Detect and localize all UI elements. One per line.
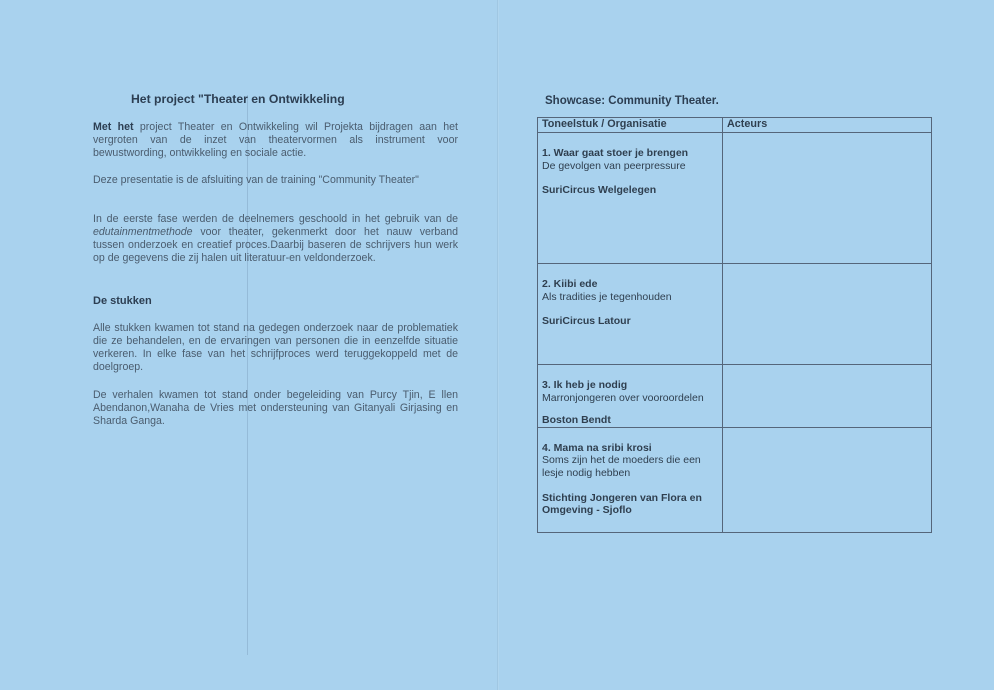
play-title: 4. Mama na sribi krosi	[542, 441, 652, 454]
first-phase-text-b: voor theater, gekenmerkt door het nauw verband tussen onderzoek en creatief proces.Daarbij baseren de schrijvers hun werk op de gegevens die zij halen uit literatuur-en veldonderzoek.	[93, 226, 458, 264]
play-organisation: SuriCircus Welgelegen	[542, 184, 657, 197]
table-row	[538, 133, 932, 264]
guidance-paragraph: De verhalen kwamen tot stand onder begeleiding van Purcy Tjin, E llen Abendanon,Wanaha de Vries met ondersteuning van Gitanyali Girjasing en Sharda Ganga.	[93, 389, 458, 427]
right-page-title: Showcase: Community Theater.	[545, 95, 719, 107]
table-row	[538, 427, 932, 532]
play-title: 2. Kiibi ede	[542, 278, 598, 290]
page-fold	[497, 0, 499, 690]
presentation-paragraph: Deze presentatie is de afsluiting van de training "Community Theater"	[93, 174, 419, 186]
intro-text: project Theater en Ontwikkeling wil Projekta bijdragen aan het vergroten van de inzet van theatervormen als instrument voor bewustwording, ontwikkeling en sociale actie.	[93, 121, 458, 159]
intro-paragraph	[93, 121, 458, 160]
cast-cell	[723, 264, 932, 365]
play-subtitle: De gevolgen van peerpressure	[542, 159, 686, 172]
left-page-title: Het project "Theater en Ontwikkeling	[131, 92, 345, 106]
showcase-table	[537, 117, 932, 533]
method-name: edutainmentmethode	[93, 226, 193, 238]
first-phase-text-a: In de eerste fase werden de deelnemers geschoold in het gebruik van de	[93, 213, 458, 225]
cast-cell	[723, 133, 932, 264]
pieces-paragraph: Alle stukken kwamen tot stand na gedegen onderzoek naar de problematiek die ze behandelen, en de ervaringen van personen die in eenzelfde situatie verkeren. In elke fase van het schrijfproces werd teruggekoppeld met de doelgroep.	[93, 322, 458, 373]
cast-cell	[723, 427, 932, 532]
play-title: 1. Waar gaat stoer je brengen	[542, 147, 689, 159]
intro-lead: Met het	[93, 121, 134, 133]
table-row	[538, 365, 932, 428]
play-subtitle: Als tradities je tegenhouden	[542, 290, 672, 303]
play-cell	[538, 264, 723, 365]
section-heading: De stukken	[93, 295, 152, 307]
table-row	[538, 264, 932, 365]
play-organisation: SuriCircus Latour	[542, 315, 631, 328]
play-cell	[538, 365, 723, 428]
play-subtitle: Soms zijn het de moeders die een lesje nodig hebben	[542, 454, 701, 479]
play-title: 3. Ik heb je nodig	[542, 379, 628, 391]
play-subtitle: Marronjongeren over vooroordelen	[542, 391, 704, 404]
play-organisation: Boston Bendt	[542, 414, 611, 427]
column-header-play: Toneelstuk / Organisatie	[538, 118, 723, 133]
cast-cell	[723, 365, 932, 428]
first-phase-paragraph	[93, 213, 458, 265]
play-cell	[538, 133, 723, 264]
table-header-row	[538, 118, 932, 133]
play-organisation: Stichting Jongeren van Flora en Omgeving - Sjoflo	[542, 491, 702, 517]
play-cell	[538, 427, 723, 532]
column-header-actors: Acteurs	[723, 118, 932, 133]
